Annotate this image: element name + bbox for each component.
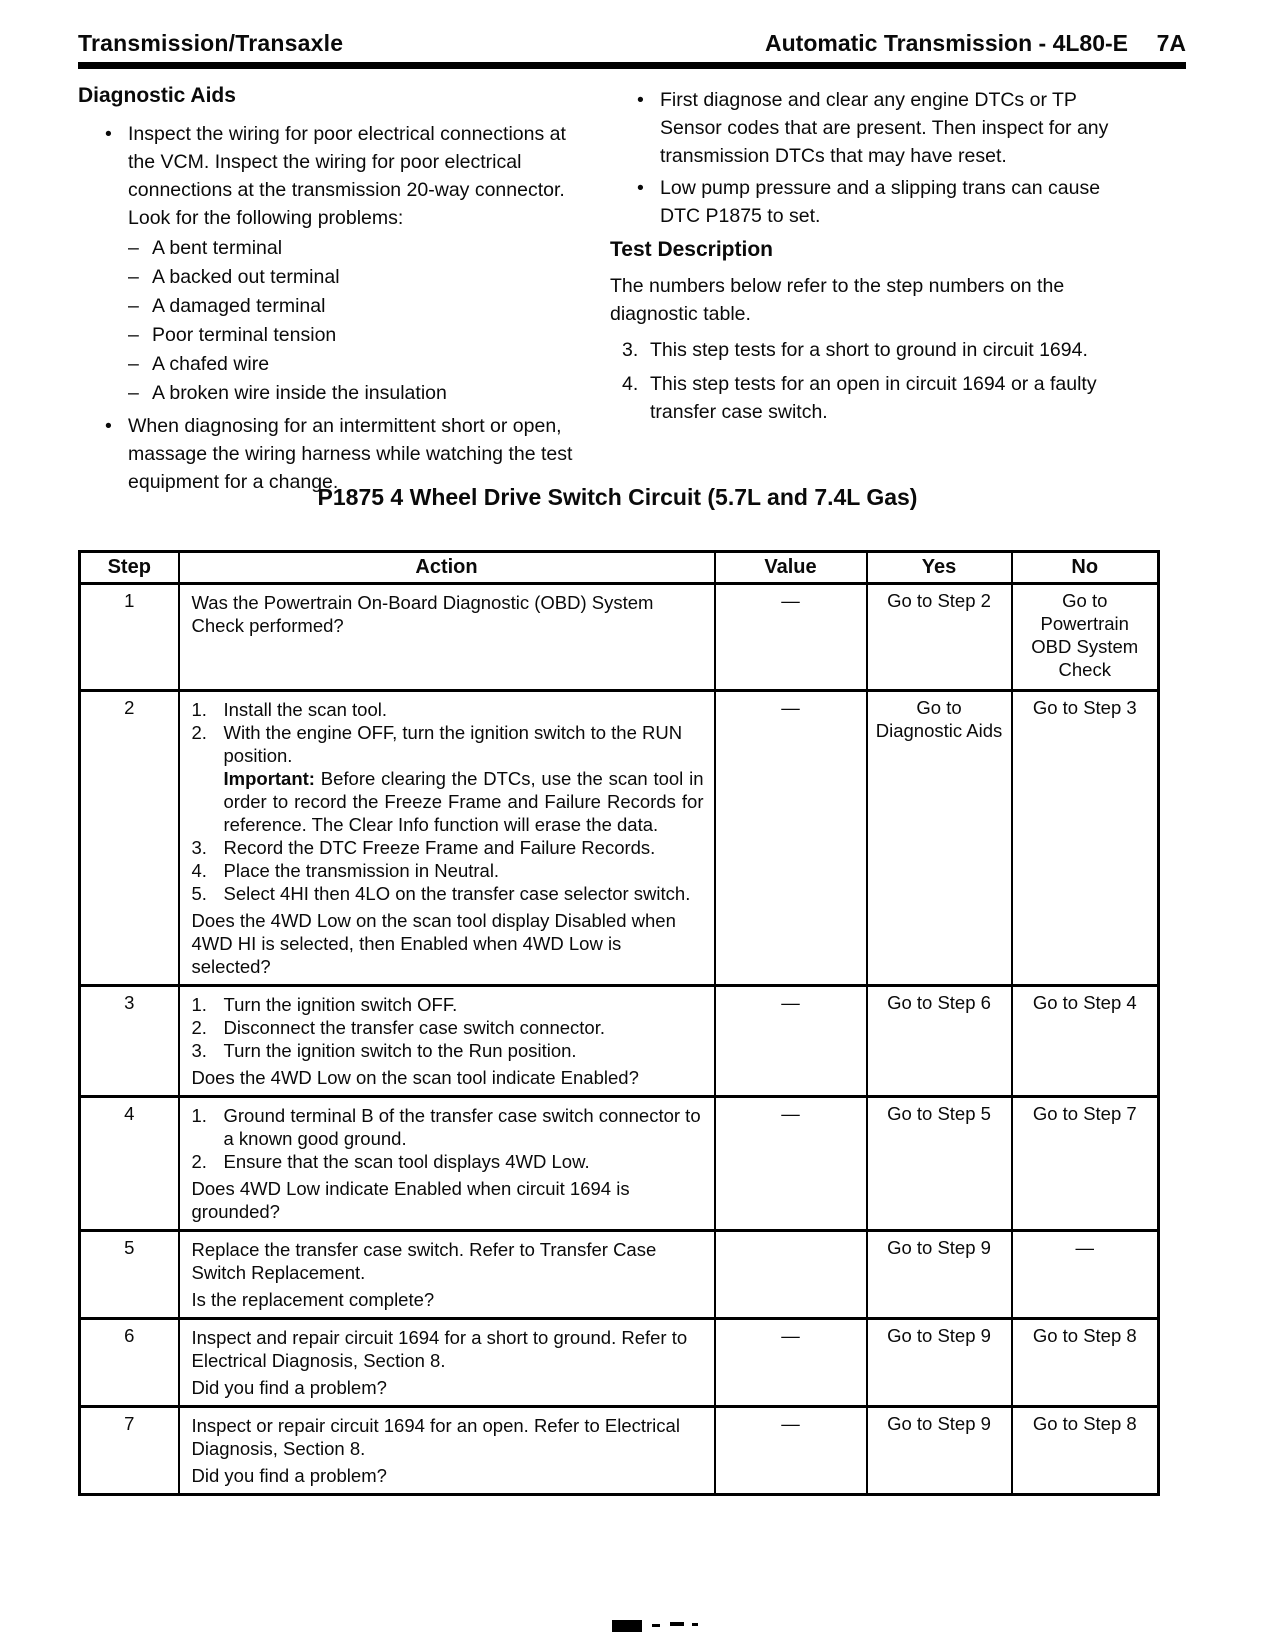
value-cell: — <box>715 584 867 691</box>
action-item <box>192 1150 704 1173</box>
no-cell: Go to Step 3 <box>1012 691 1159 986</box>
item-number: 3. <box>191 1040 207 1061</box>
bullet-text: First diagnose and clear any engine DTCs or TP Sensor codes that are present. Then inspect for any transmission DTCs that may have reset. <box>660 89 1109 167</box>
table-header-row <box>80 552 1159 584</box>
page-code: 7A <box>1156 30 1186 56</box>
action-item <box>192 1039 704 1062</box>
list-item <box>78 321 583 350</box>
diagnostic-aids-heading: Diagnostic Aids <box>78 84 236 107</box>
step-cell: 2 <box>80 691 179 986</box>
table-title: P1875 4 Wheel Drive Switch Circuit (5.7L and 7.4L Gas) <box>317 484 918 510</box>
item-number: 5. <box>191 883 207 904</box>
item-text: With the engine OFF, turn the ignition switch to the RUN position. <box>223 722 683 766</box>
bullet-text: Low pump pressure and a slipping trans can cause DTC P1875 to set. <box>660 177 1101 227</box>
action-plain: Was the Powertrain On-Board Diagnostic (OBD) System Check performed? <box>191 592 654 636</box>
action-cell <box>179 691 715 986</box>
list-item <box>610 174 1138 230</box>
bullet-icon: • <box>105 123 112 145</box>
no-cell: — <box>1012 1231 1159 1319</box>
action-cell <box>179 584 715 691</box>
no-cell: Go to Step 4 <box>1012 986 1159 1097</box>
action-item <box>192 698 704 721</box>
step-cell: 7 <box>80 1407 179 1495</box>
dash-icon: – <box>128 324 139 346</box>
bullet-icon: • <box>105 415 112 437</box>
step-cell: 3 <box>80 986 179 1097</box>
action-item <box>192 1016 704 1039</box>
item-number: 2. <box>191 1151 207 1172</box>
item-text: This step tests for an open in circuit 1694 or a faulty transfer case switch. <box>650 373 1097 423</box>
item-number: 3. <box>622 339 639 361</box>
item-number: 2. <box>191 722 207 743</box>
yes-cell: Go to Step 5 <box>867 1097 1012 1231</box>
item-number: 1. <box>191 994 207 1015</box>
action-plain: Inspect and repair circuit 1694 for a short to ground. Refer to Electrical Diagnosis, Section 8. <box>191 1327 688 1371</box>
section-title: Transmission/Transaxle <box>78 30 344 56</box>
step-cell: 5 <box>80 1231 179 1319</box>
bullet-icon: • <box>637 89 644 111</box>
action-question: Is the replacement complete? <box>191 1289 435 1310</box>
table-body <box>80 584 1159 1495</box>
action-question: Did you find a problem? <box>191 1465 387 1486</box>
dash-icon: – <box>128 382 139 404</box>
action-question: Does the 4WD Low on the scan tool indicate Enabled? <box>191 1067 639 1088</box>
dash-text: A bent terminal <box>152 237 283 259</box>
item-text: Ground terminal B of the transfer case switch connector to a known good ground. <box>223 1105 701 1149</box>
step-cell: 4 <box>80 1097 179 1231</box>
table-row <box>80 1407 1159 1495</box>
list-item <box>78 263 583 292</box>
item-text: Record the DTC Freeze Frame and Failure Records. <box>223 837 656 858</box>
action-item <box>192 859 704 882</box>
bullet-icon: • <box>637 177 644 199</box>
action-cell <box>179 986 715 1097</box>
table-row <box>80 584 1159 691</box>
yes-cell: Go to Step 6 <box>867 986 1012 1097</box>
step-cell: 6 <box>80 1319 179 1407</box>
diagnostic-table <box>78 550 1160 1496</box>
bullet-text: When diagnosing for an intermittent short or open, massage the wiring harness while watching the test equipment for a change. <box>128 415 573 493</box>
action-item <box>192 836 704 859</box>
dash-icon: – <box>128 353 139 375</box>
action-plain: Inspect or repair circuit 1694 for an open. Refer to Electrical Diagnosis, Section 8. <box>191 1415 680 1459</box>
item-text: Place the transmission in Neutral. <box>223 860 500 881</box>
header-rule <box>78 62 1186 69</box>
list-item <box>78 234 583 263</box>
action-question: Does 4WD Low indicate Enabled when circuit 1694 is grounded? <box>191 1178 630 1222</box>
action-question: Did you find a problem? <box>191 1377 387 1398</box>
item-number: 4. <box>622 373 639 395</box>
action-question: Does the 4WD Low on the scan tool display Disabled when 4WD HI is selected, then Enabled when 4WD Low is selected? <box>191 910 676 977</box>
right-column <box>610 86 1138 432</box>
list-item <box>610 370 1138 426</box>
item-text: Turn the ignition switch to the Run position. <box>223 1040 577 1061</box>
col-header-no: No <box>1012 552 1159 584</box>
item-number: 1. <box>191 699 207 720</box>
dash-text: A damaged terminal <box>152 295 326 317</box>
dash-text: Poor terminal tension <box>152 324 337 346</box>
item-text: This step tests for a short to ground in circuit 1694. <box>650 339 1088 361</box>
value-cell <box>715 1231 867 1319</box>
item-text: Install the scan tool. <box>223 699 388 720</box>
action-item <box>192 721 704 767</box>
action-item <box>192 993 704 1016</box>
col-header-value: Value <box>715 552 867 584</box>
item-number: 3. <box>191 837 207 858</box>
action-cell <box>179 1231 715 1319</box>
dash-icon: – <box>128 295 139 317</box>
value-cell: — <box>715 1097 867 1231</box>
important-label: Important: <box>223 768 315 789</box>
step-cell: 1 <box>80 584 179 691</box>
action-cell <box>179 1097 715 1231</box>
value-cell: — <box>715 1407 867 1495</box>
no-cell: Go to Step 8 <box>1012 1407 1159 1495</box>
table-row <box>80 1319 1159 1407</box>
table-row <box>80 1231 1159 1319</box>
value-cell: — <box>715 986 867 1097</box>
item-text: Turn the ignition switch OFF. <box>223 994 458 1015</box>
yes-cell: Go to Step 9 <box>867 1231 1012 1319</box>
item-text: Select 4HI then 4LO on the transfer case selector switch. <box>223 883 691 904</box>
list-item <box>78 350 583 379</box>
list-item <box>610 336 1138 364</box>
table-row <box>80 691 1159 986</box>
item-number: 2. <box>191 1017 207 1038</box>
dash-text: A backed out terminal <box>152 266 340 288</box>
table-row <box>80 986 1159 1097</box>
item-text: Ensure that the scan tool displays 4WD Low. <box>223 1151 590 1172</box>
table-row <box>80 1097 1159 1231</box>
chapter-title: Automatic Transmission - 4L80-E <box>765 30 1128 56</box>
action-item <box>192 882 704 905</box>
col-header-yes: Yes <box>867 552 1012 584</box>
yes-cell: Go to Step 2 <box>867 584 1012 691</box>
dash-icon: – <box>128 266 139 288</box>
no-cell: Go to Powertrain OBD System Check <box>1012 584 1159 691</box>
action-cell <box>179 1319 715 1407</box>
item-number: 4. <box>191 860 207 881</box>
value-cell: — <box>715 691 867 986</box>
no-cell: Go to Step 8 <box>1012 1319 1159 1407</box>
yes-cell: Go to Diagnostic Aids <box>867 691 1012 986</box>
action-item <box>192 1104 704 1150</box>
diagnostic-aids-section <box>78 84 583 498</box>
item-text: Disconnect the transfer case switch connector. <box>223 1017 605 1038</box>
test-description-intro: The numbers below refer to the step numbers on the diagnostic table. <box>610 275 1065 325</box>
action-plain: Replace the transfer case switch. Refer to Transfer Case Switch Replacement. <box>191 1239 657 1283</box>
no-cell: Go to Step 7 <box>1012 1097 1159 1231</box>
dash-text: A broken wire inside the insulation <box>152 382 447 404</box>
yes-cell: Go to Step 9 <box>867 1319 1012 1407</box>
dash-icon: – <box>128 237 139 259</box>
test-description-heading: Test Description <box>610 238 773 261</box>
bullet-text: Inspect the wiring for poor electrical connections at the VCM. Inspect the wiring for poor electrical connections at the transmission 20-way connector. Look for the following problems: <box>128 123 566 229</box>
important-note: Important: Before clearing the DTCs, use the scan tool in order to record the Freeze Frame and Failure Records for reference. The Clear Info function will erase the data. <box>223 768 704 835</box>
yes-cell: Go to Step 9 <box>867 1407 1012 1495</box>
list-item <box>610 86 1138 170</box>
action-cell <box>179 1407 715 1495</box>
value-cell: — <box>715 1319 867 1407</box>
print-artifact <box>612 1618 732 1632</box>
col-header-action: Action <box>179 552 715 584</box>
item-number: 1. <box>191 1105 207 1126</box>
list-item <box>78 292 583 321</box>
col-header-step: Step <box>80 552 179 584</box>
list-item <box>78 379 583 408</box>
dash-text: A chafed wire <box>152 353 270 375</box>
list-item <box>78 120 583 232</box>
